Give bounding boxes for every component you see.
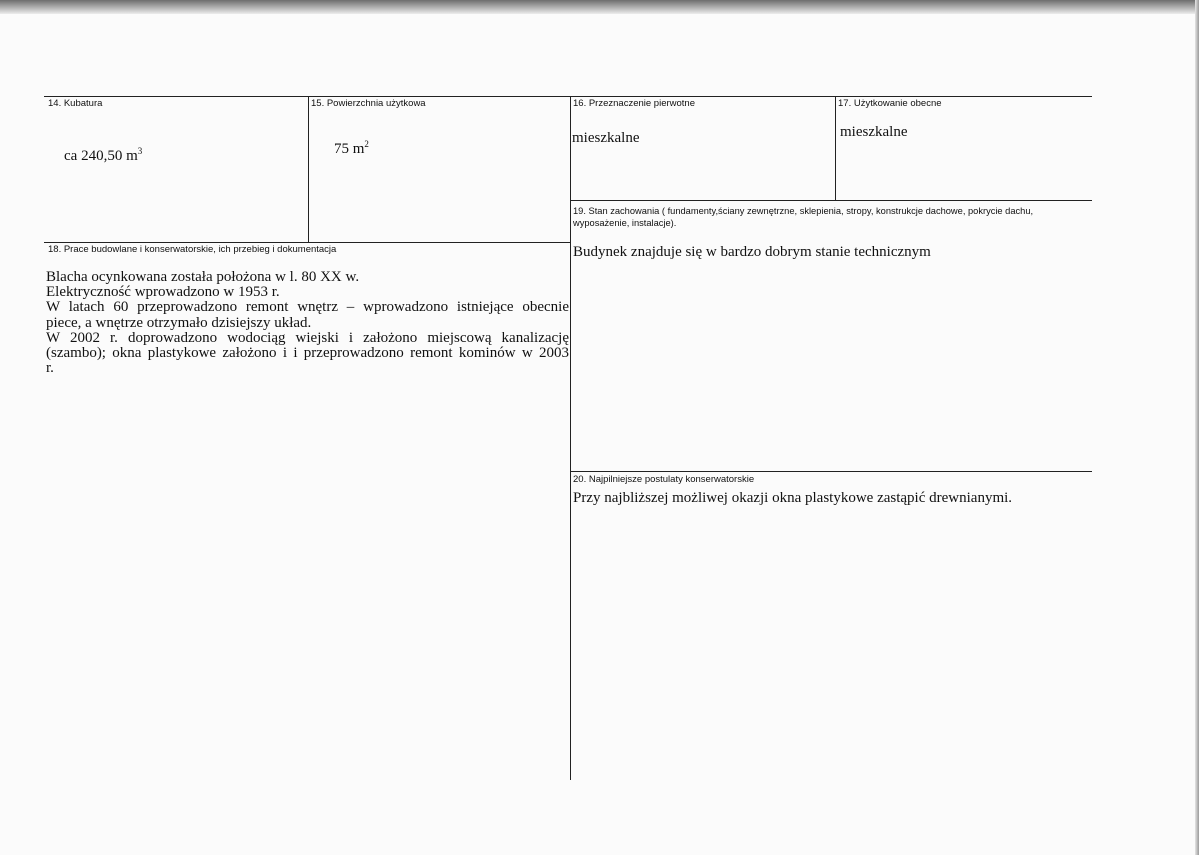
- field-19-label-line-2: wyposażenie, instalacje).: [573, 218, 677, 228]
- field-14-value: [64, 148, 142, 164]
- field-18-line: Blacha ocynkowana została położona w l. 80 XX w.: [46, 269, 360, 285]
- column-divider-main: [570, 96, 571, 780]
- field-15-value-text: 75 m: [334, 141, 365, 157]
- table-top-border: [44, 96, 1092, 97]
- column-divider-16-17: [835, 96, 836, 201]
- row-divider-19-20: [571, 471, 1092, 472]
- field-15-value: [334, 141, 369, 157]
- field-14-value-exponent: 3: [137, 146, 143, 156]
- field-18-line: piece, a wnętrze otrzymało dzisiejszy układ.: [46, 314, 312, 331]
- column-divider-14-15: [308, 96, 309, 243]
- field-18-line: Elektryczność wprowadzono w 1953 r.: [46, 284, 280, 301]
- field-18-line: (szambo); okna plastykowe założono i i przeprowadzono remont kominów w 2003: [46, 345, 569, 362]
- row-divider-16-19: [571, 200, 1092, 201]
- field-16-value: mieszkalne: [572, 130, 640, 146]
- field-19-value: Budynek znajduje się w bardzo dobrym stanie technicznym: [573, 244, 931, 260]
- scan-right-edge: [1195, 0, 1199, 855]
- field-17-label: 17. Użytkowanie obecne: [838, 98, 942, 109]
- field-18-text: [46, 270, 569, 376]
- field-14-label: 14. Kubatura: [48, 98, 103, 109]
- field-15-value-exponent: 2: [364, 139, 369, 149]
- field-17-value: mieszkalne: [840, 124, 908, 140]
- field-19-label-line-1: 19. Stan zachowania ( fundamenty,ściany zewnętrzne, sklepienia, stropy, konstrukcje dachowe, pokrycie dachu,: [573, 206, 1034, 216]
- field-14-value-text: ca 240,50 m: [64, 148, 138, 164]
- field-18-label: 18. Prace budowlane i konserwatorskie, ich przebieg i dokumentacja: [48, 244, 337, 255]
- field-18-line: r.: [46, 360, 54, 377]
- field-16-label: 16. Przeznaczenie pierwotne: [573, 98, 695, 109]
- field-18-line: W latach 60 przeprowadzono remont wnętrz – wprowadzono istniejące obecnie: [46, 299, 569, 316]
- field-20-label: 20. Najpilniejsze postulaty konserwatorskie: [573, 474, 755, 485]
- field-18-line: W 2002 r. doprowadzono wodociąg wiejski i założono miejscową kanalizację: [46, 329, 569, 346]
- field-20-value: Przy najbliższej możliwej okazji okna plastykowe zastąpić drewnianymi.: [573, 490, 1013, 506]
- scan-top-edge: [0, 0, 1199, 14]
- field-15-label: 15. Powierzchnia użytkowa: [311, 98, 426, 109]
